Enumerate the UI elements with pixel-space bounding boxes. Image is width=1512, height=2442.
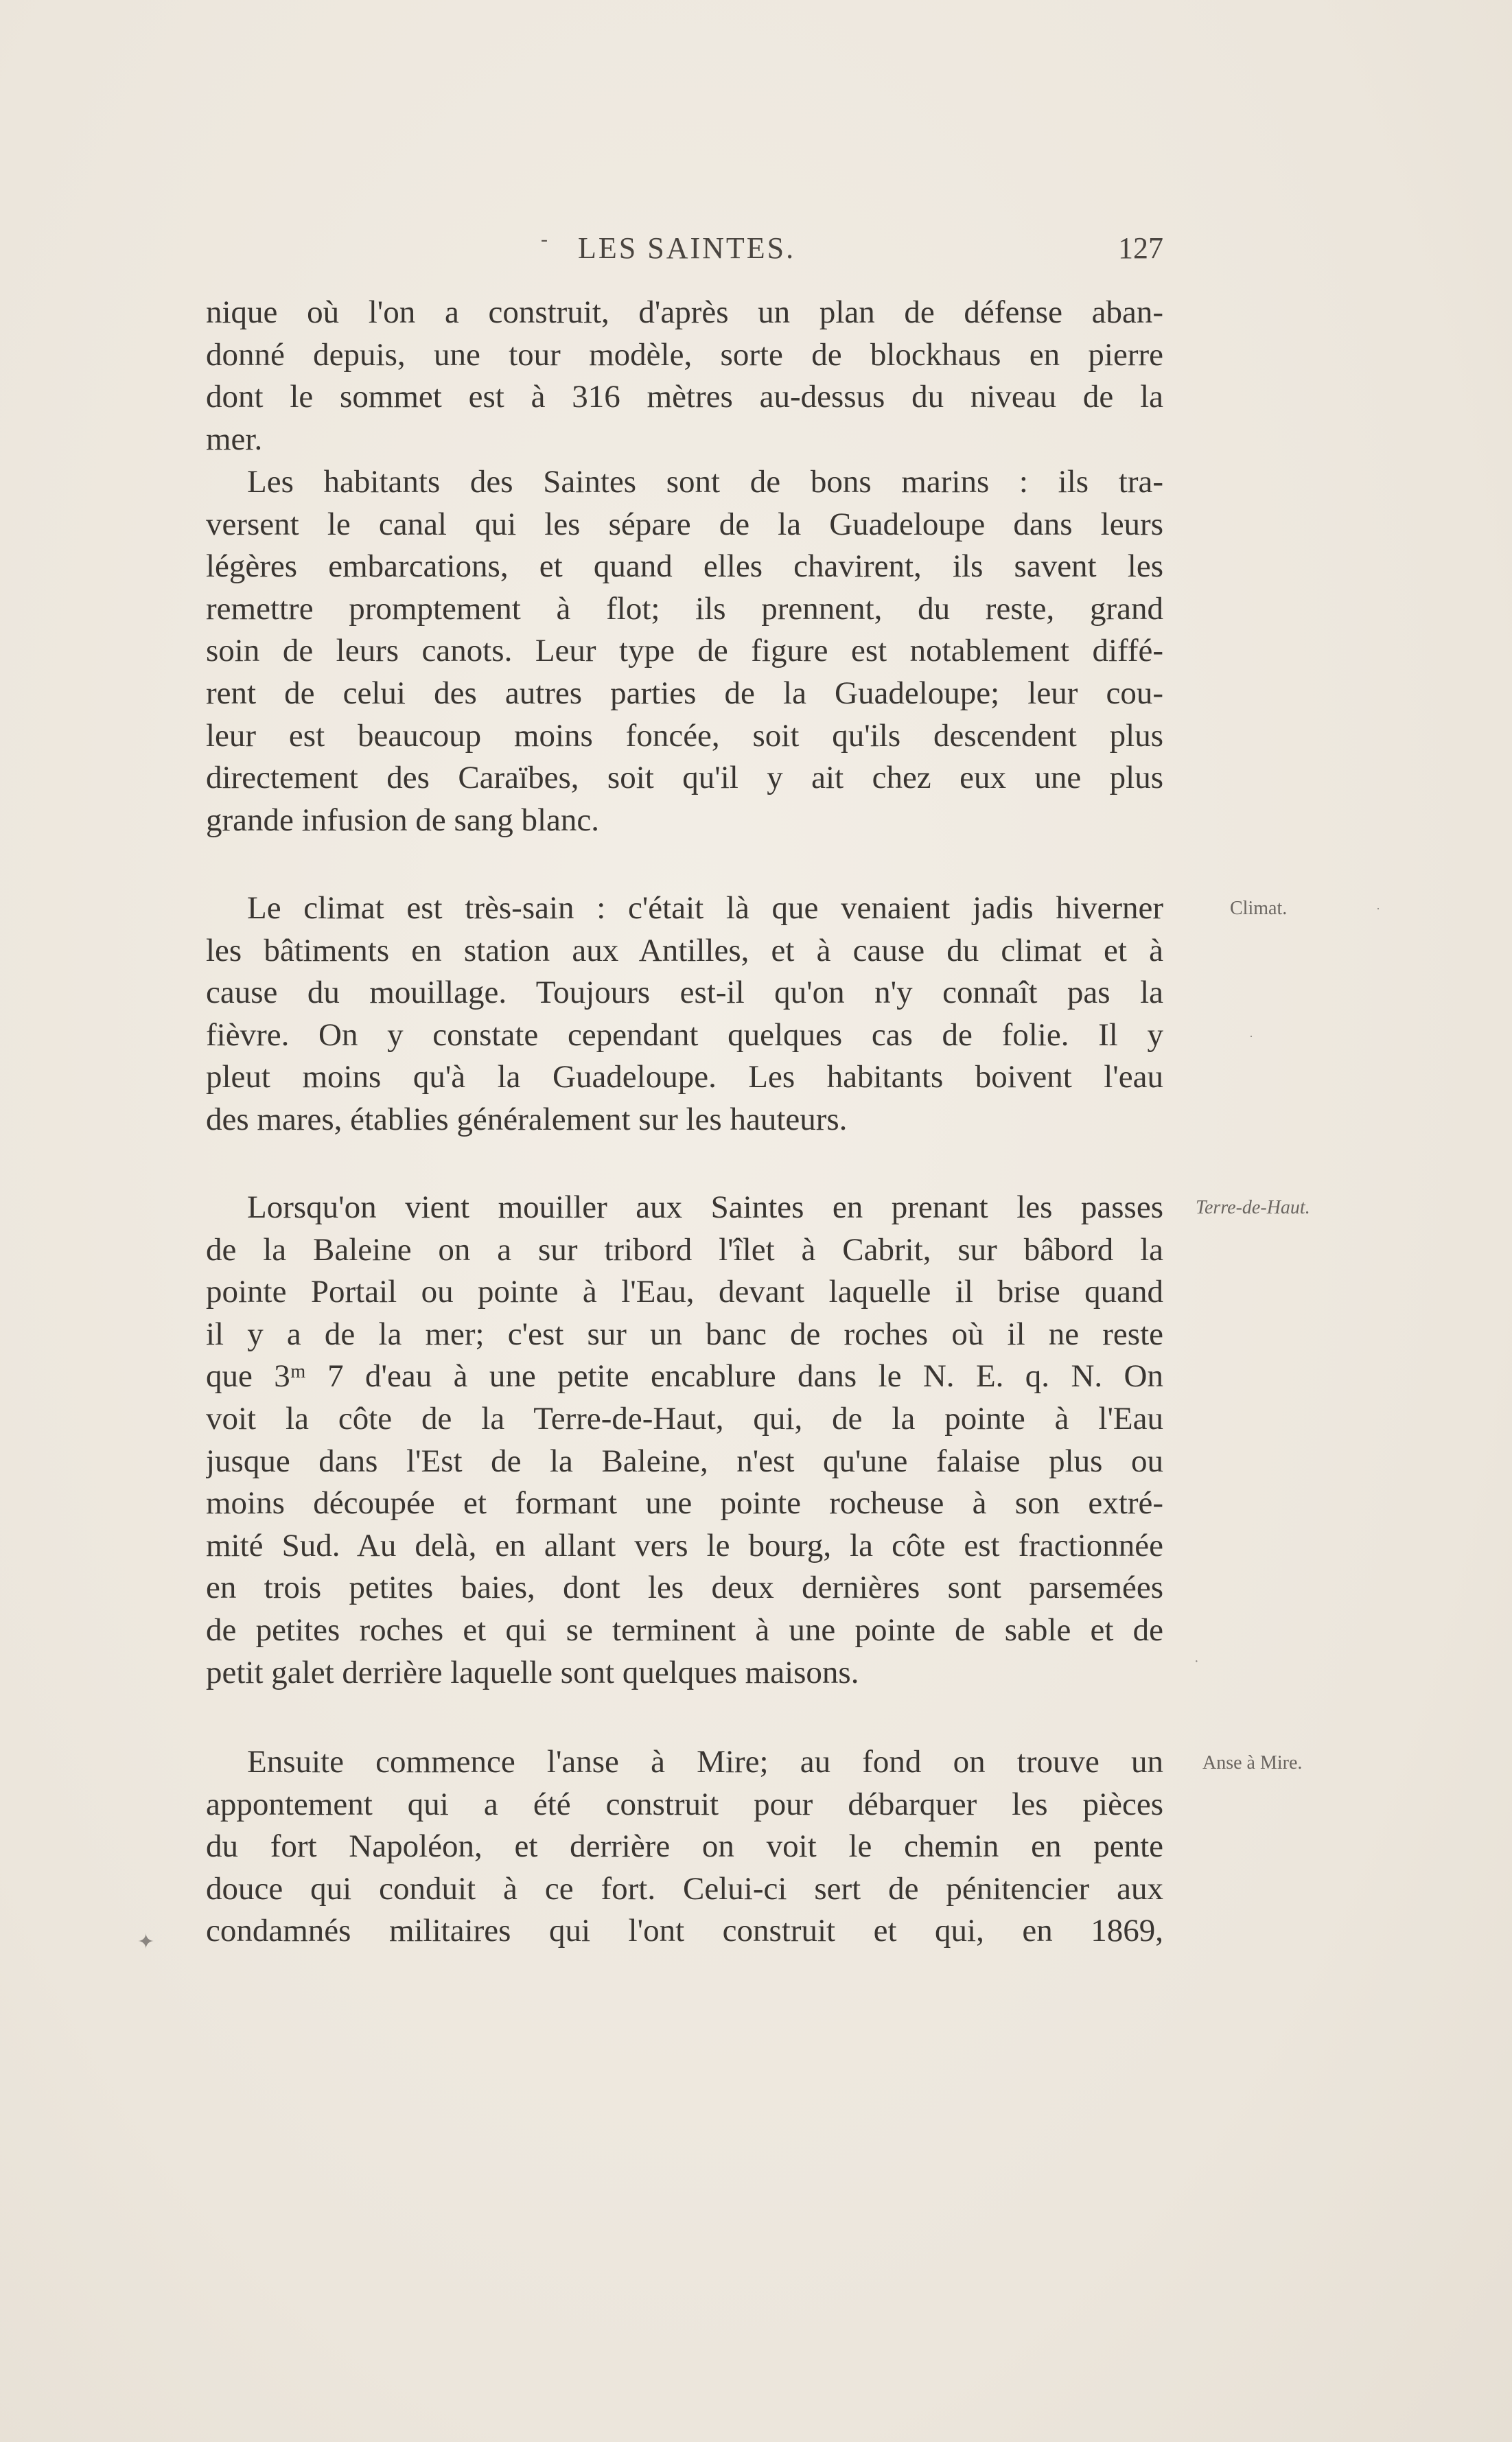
paragraph-terre-de-haut bbox=[206, 1187, 1163, 1694]
text-line: du fort Napoléon, et derrière on voit le chemin en pente bbox=[206, 1828, 1163, 1865]
text-line: Les habitants des Saintes sont de bons marins : ils tra- bbox=[247, 464, 1163, 500]
text-line: moins découpée et formant une pointe rocheuse à son extré- bbox=[206, 1485, 1163, 1522]
text-line: voit la côte de la Terre-de-Haut, qui, de la pointe à l'Eau bbox=[206, 1400, 1163, 1437]
text-line: nique où l'on a construit, d'après un plan de défense aban- bbox=[206, 294, 1163, 330]
text-line: grande infusion de sang blanc. bbox=[206, 802, 599, 838]
text-line: de petites roches et qui se terminent à une pointe de sable et de bbox=[206, 1612, 1163, 1648]
text-line: que 3ᵐ 7 d'eau à une petite encablure dans le N. E. q. N. On bbox=[206, 1358, 1163, 1395]
text-line: rent de celui des autres parties de la Guadeloupe; leur cou- bbox=[206, 675, 1163, 711]
ink-speck: ✦ bbox=[137, 1931, 155, 1953]
text-line: directement des Caraïbes, soit qu'il y ait chez eux une plus bbox=[206, 760, 1163, 796]
ink-speck: · bbox=[1194, 1654, 1199, 1669]
text-line: remettre promptement à flot; ils prennent, du reste, grand bbox=[206, 590, 1163, 627]
text-line: leur est beaucoup moins foncée, soit qu'ils descendent plus bbox=[206, 717, 1163, 754]
text-line: petit galet derrière laquelle sont quelques maisons. bbox=[206, 1654, 859, 1690]
text-line: Ensuite commence l'anse à Mire; au fond on trouve un bbox=[247, 1744, 1163, 1780]
paragraph-continuation bbox=[206, 292, 1163, 461]
margin-note-anse-a-mire: Anse à Mire. bbox=[1202, 1752, 1303, 1774]
text-line: il y a de la mer; c'est sur un banc de roches où il ne reste bbox=[206, 1316, 1163, 1352]
paragraph-climat bbox=[206, 887, 1163, 1141]
text-line: soin de leurs canots. Leur type de figure est notablement diffé- bbox=[206, 633, 1163, 669]
text-line: les bâtiments en station aux Antilles, et à cause du climat et à bbox=[206, 932, 1163, 968]
text-line: fièvre. On y constate cependant quelques cas de folie. Il y bbox=[206, 1016, 1163, 1053]
text-line: légères embarcations, et quand elles chavirent, ils savent les bbox=[206, 548, 1163, 585]
text-line: en trois petites baies, dont les deux dernières sont parsemées bbox=[206, 1570, 1163, 1606]
paragraph-anse-a-mire bbox=[206, 1741, 1163, 1953]
ink-speck: · bbox=[1249, 1030, 1253, 1043]
text-line: Le climat est très-sain : c'était là que venaient jadis hiverner bbox=[247, 890, 1163, 926]
text-line: de la Baleine on a sur tribord l'îlet à Cabrit, sur bâbord la bbox=[206, 1231, 1163, 1268]
page-header bbox=[206, 226, 1163, 268]
running-title: LES SAINTES. bbox=[578, 231, 796, 265]
text-line: versent le canal qui les sépare de la Guadeloupe dans leurs bbox=[206, 506, 1163, 542]
header-mark: - bbox=[541, 228, 548, 251]
page-number: 127 bbox=[1118, 231, 1163, 265]
text-line: donné depuis, une tour modèle, sorte de blockhaus en pierre bbox=[206, 336, 1163, 373]
text-line: dont le sommet est à 316 mètres au-dessus du niveau de la bbox=[206, 379, 1163, 415]
text-line: appontement qui a été construit pour débarquer les pièces bbox=[206, 1786, 1163, 1822]
text-line: mité Sud. Au delà, en allant vers le bourg, la côte est fractionnée bbox=[206, 1527, 1163, 1563]
text-line: mer. bbox=[206, 421, 263, 457]
text-line: douce qui conduit à ce fort. Celui-ci sert de pénitencier aux bbox=[206, 1870, 1163, 1907]
margin-note-climat: Climat. bbox=[1230, 898, 1288, 919]
text-line: pointe Portail ou pointe à l'Eau, devant laquelle il brise quand bbox=[206, 1274, 1163, 1310]
paragraph-habitants bbox=[206, 461, 1163, 841]
text-line: des mares, établies généralement sur les hauteurs. bbox=[206, 1101, 848, 1137]
text-line: pleut moins qu'à la Guadeloupe. Les habitants boivent l'eau bbox=[206, 1059, 1163, 1095]
ink-speck: · bbox=[1376, 902, 1380, 916]
text-line: jusque dans l'Est de la Baleine, n'est qu'une falaise plus ou bbox=[206, 1443, 1163, 1479]
text-line: condamnés militaires qui l'ont construit et qui, en 1869, bbox=[206, 1913, 1163, 1949]
text-line: Lorsqu'on vient mouiller aux Saintes en prenant les passes bbox=[247, 1189, 1163, 1225]
margin-note-terre-de-haut: Terre-de-Haut. bbox=[1196, 1197, 1310, 1218]
text-line: cause du mouillage. Toujours est-il qu'on n'y connaît pas la bbox=[206, 975, 1163, 1011]
